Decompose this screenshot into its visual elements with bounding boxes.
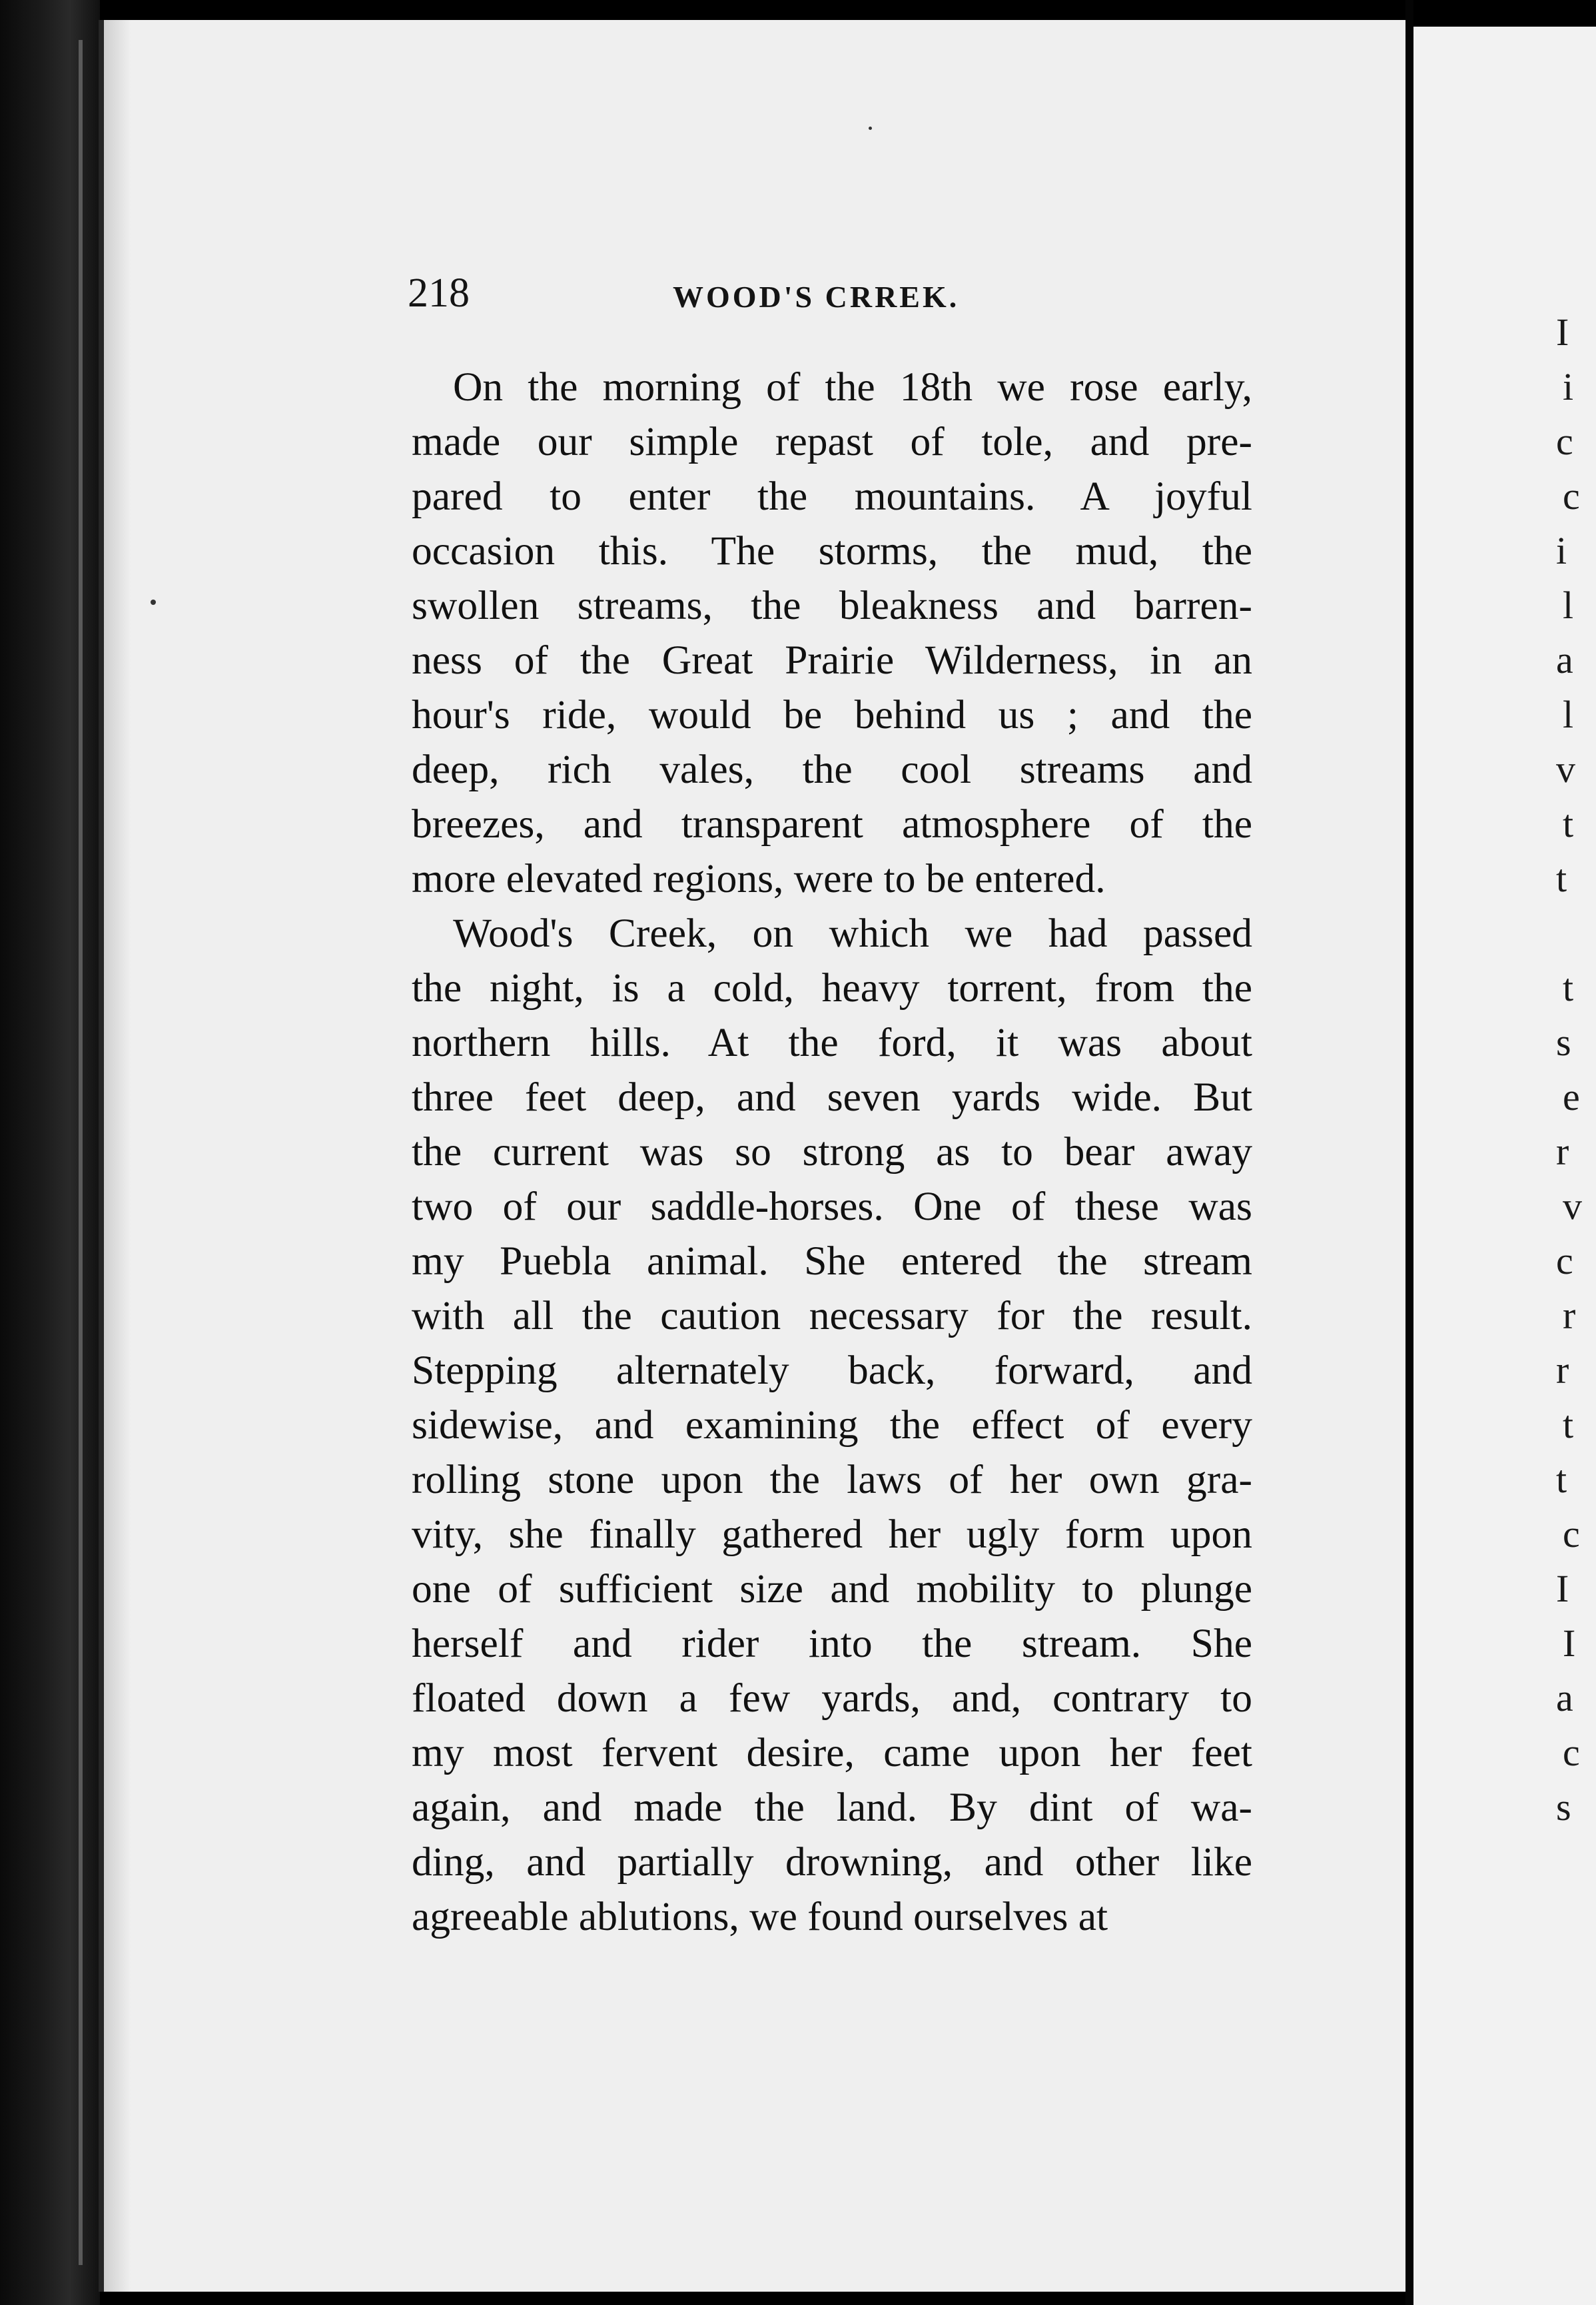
page-number: 218 (408, 270, 470, 316)
text-line: with all the caution necessary for the result. (412, 1293, 1252, 1338)
text-line: made our simple repast of tole, and pre- (412, 419, 1252, 464)
paragraph-first-line: Wood's Creek, on which we had passed (453, 911, 1252, 956)
text-line: sidewise, and examining the effect of every (412, 1402, 1252, 1448)
adjacent-page-letter: t (1563, 1403, 1574, 1446)
adjacent-page-letter: i (1563, 365, 1574, 408)
adjacent-page-letter: r (1563, 1294, 1576, 1337)
adjacent-page-letter: a (1556, 638, 1573, 682)
adjacent-page-letter: v (1563, 1184, 1582, 1228)
text-line: ness of the Great Prairie Wilderness, in an (412, 638, 1252, 683)
text-line: occasion this. The storms, the mud, the (412, 528, 1252, 574)
running-head (408, 266, 1260, 320)
text-line: deep, rich vales, the cool streams and (412, 747, 1252, 792)
adjacent-page-letter: I (1563, 1621, 1576, 1665)
chapter-title: WOOD'S CRREK. (673, 280, 960, 314)
adjacent-page-letter: c (1563, 1512, 1580, 1556)
body-text (412, 360, 1252, 1944)
book-binding-edge (0, 0, 100, 2305)
text-line: northern hills. At the ford, it was about (412, 1020, 1252, 1065)
text-line: floated down a few yards, and, contrary to (412, 1675, 1252, 1721)
adjacent-page-letter: e (1563, 1075, 1580, 1119)
adjacent-page-letter: t (1563, 966, 1574, 1009)
adjacent-page-letter: i (1556, 529, 1567, 572)
adjacent-page-letter: I (1556, 310, 1569, 354)
adjacent-page-letter: t (1556, 1458, 1567, 1501)
adjacent-page-letter: l (1563, 693, 1574, 736)
text-line: pared to enter the mountains. A joyful (412, 474, 1252, 519)
paragraph-first-line: On the morning of the 18th we rose early, (453, 364, 1252, 410)
text-line: vity, she finally gathered her ugly form upon (412, 1512, 1252, 1557)
adjacent-page-letter: c (1563, 474, 1580, 518)
page-edge-shadow (104, 20, 131, 2292)
adjacent-page-letter: t (1556, 857, 1567, 900)
adjacent-page-letter: s (1556, 1785, 1571, 1829)
text-line: breezes, and transparent atmosphere of the (412, 801, 1252, 847)
text-line: my most fervent desire, came upon her feet (412, 1730, 1252, 1775)
text-line: rolling stone upon the laws of her own gra- (412, 1457, 1252, 1502)
adjacent-page-letter: s (1556, 1021, 1571, 1064)
text-line: agreeable ablutions, we found ourselves at (412, 1894, 1108, 1939)
text-line: my Puebla animal. She entered the stream (412, 1238, 1252, 1284)
binding-fold-line (79, 40, 83, 2265)
text-line: the current was so strong as to bear away (412, 1129, 1252, 1174)
adjacent-page-letter: c (1556, 420, 1573, 463)
text-line: the night, is a cold, heavy torrent, from the (412, 965, 1252, 1011)
text-line: again, and made the land. By dint of wa- (412, 1785, 1252, 1830)
adjacent-page-letter: c (1556, 1239, 1573, 1282)
adjacent-page-letter: r (1556, 1130, 1569, 1173)
text-line: more elevated regions, were to be entered. (412, 856, 1106, 901)
paper-speck (869, 127, 872, 130)
text-line: one of sufficient size and mobility to plunge (412, 1566, 1252, 1612)
adjacent-page-letter: I (1556, 1567, 1569, 1610)
adjacent-page-letter: v (1556, 747, 1575, 791)
paper-speck (151, 600, 156, 605)
text-line: ding, and partially drowning, and other like (412, 1839, 1252, 1885)
text-line: three feet deep, and seven yards wide. But (412, 1075, 1252, 1120)
adjacent-page-letter: r (1556, 1348, 1569, 1392)
adjacent-page-letter: a (1556, 1676, 1573, 1719)
adjacent-page-letter: t (1563, 802, 1574, 845)
text-line: Stepping alternately back, forward, and (412, 1348, 1252, 1393)
text-line: swollen streams, the bleakness and barren- (412, 583, 1252, 628)
adjacent-page-letter: c (1563, 1731, 1580, 1774)
adjacent-page-letter: l (1563, 584, 1574, 627)
text-line: hour's ride, would be behind us ; and the (412, 692, 1252, 737)
text-line: herself and rider into the stream. She (412, 1621, 1252, 1666)
page-gutter (1405, 0, 1413, 2305)
text-line: two of our saddle-horses. One of these was (412, 1184, 1252, 1229)
